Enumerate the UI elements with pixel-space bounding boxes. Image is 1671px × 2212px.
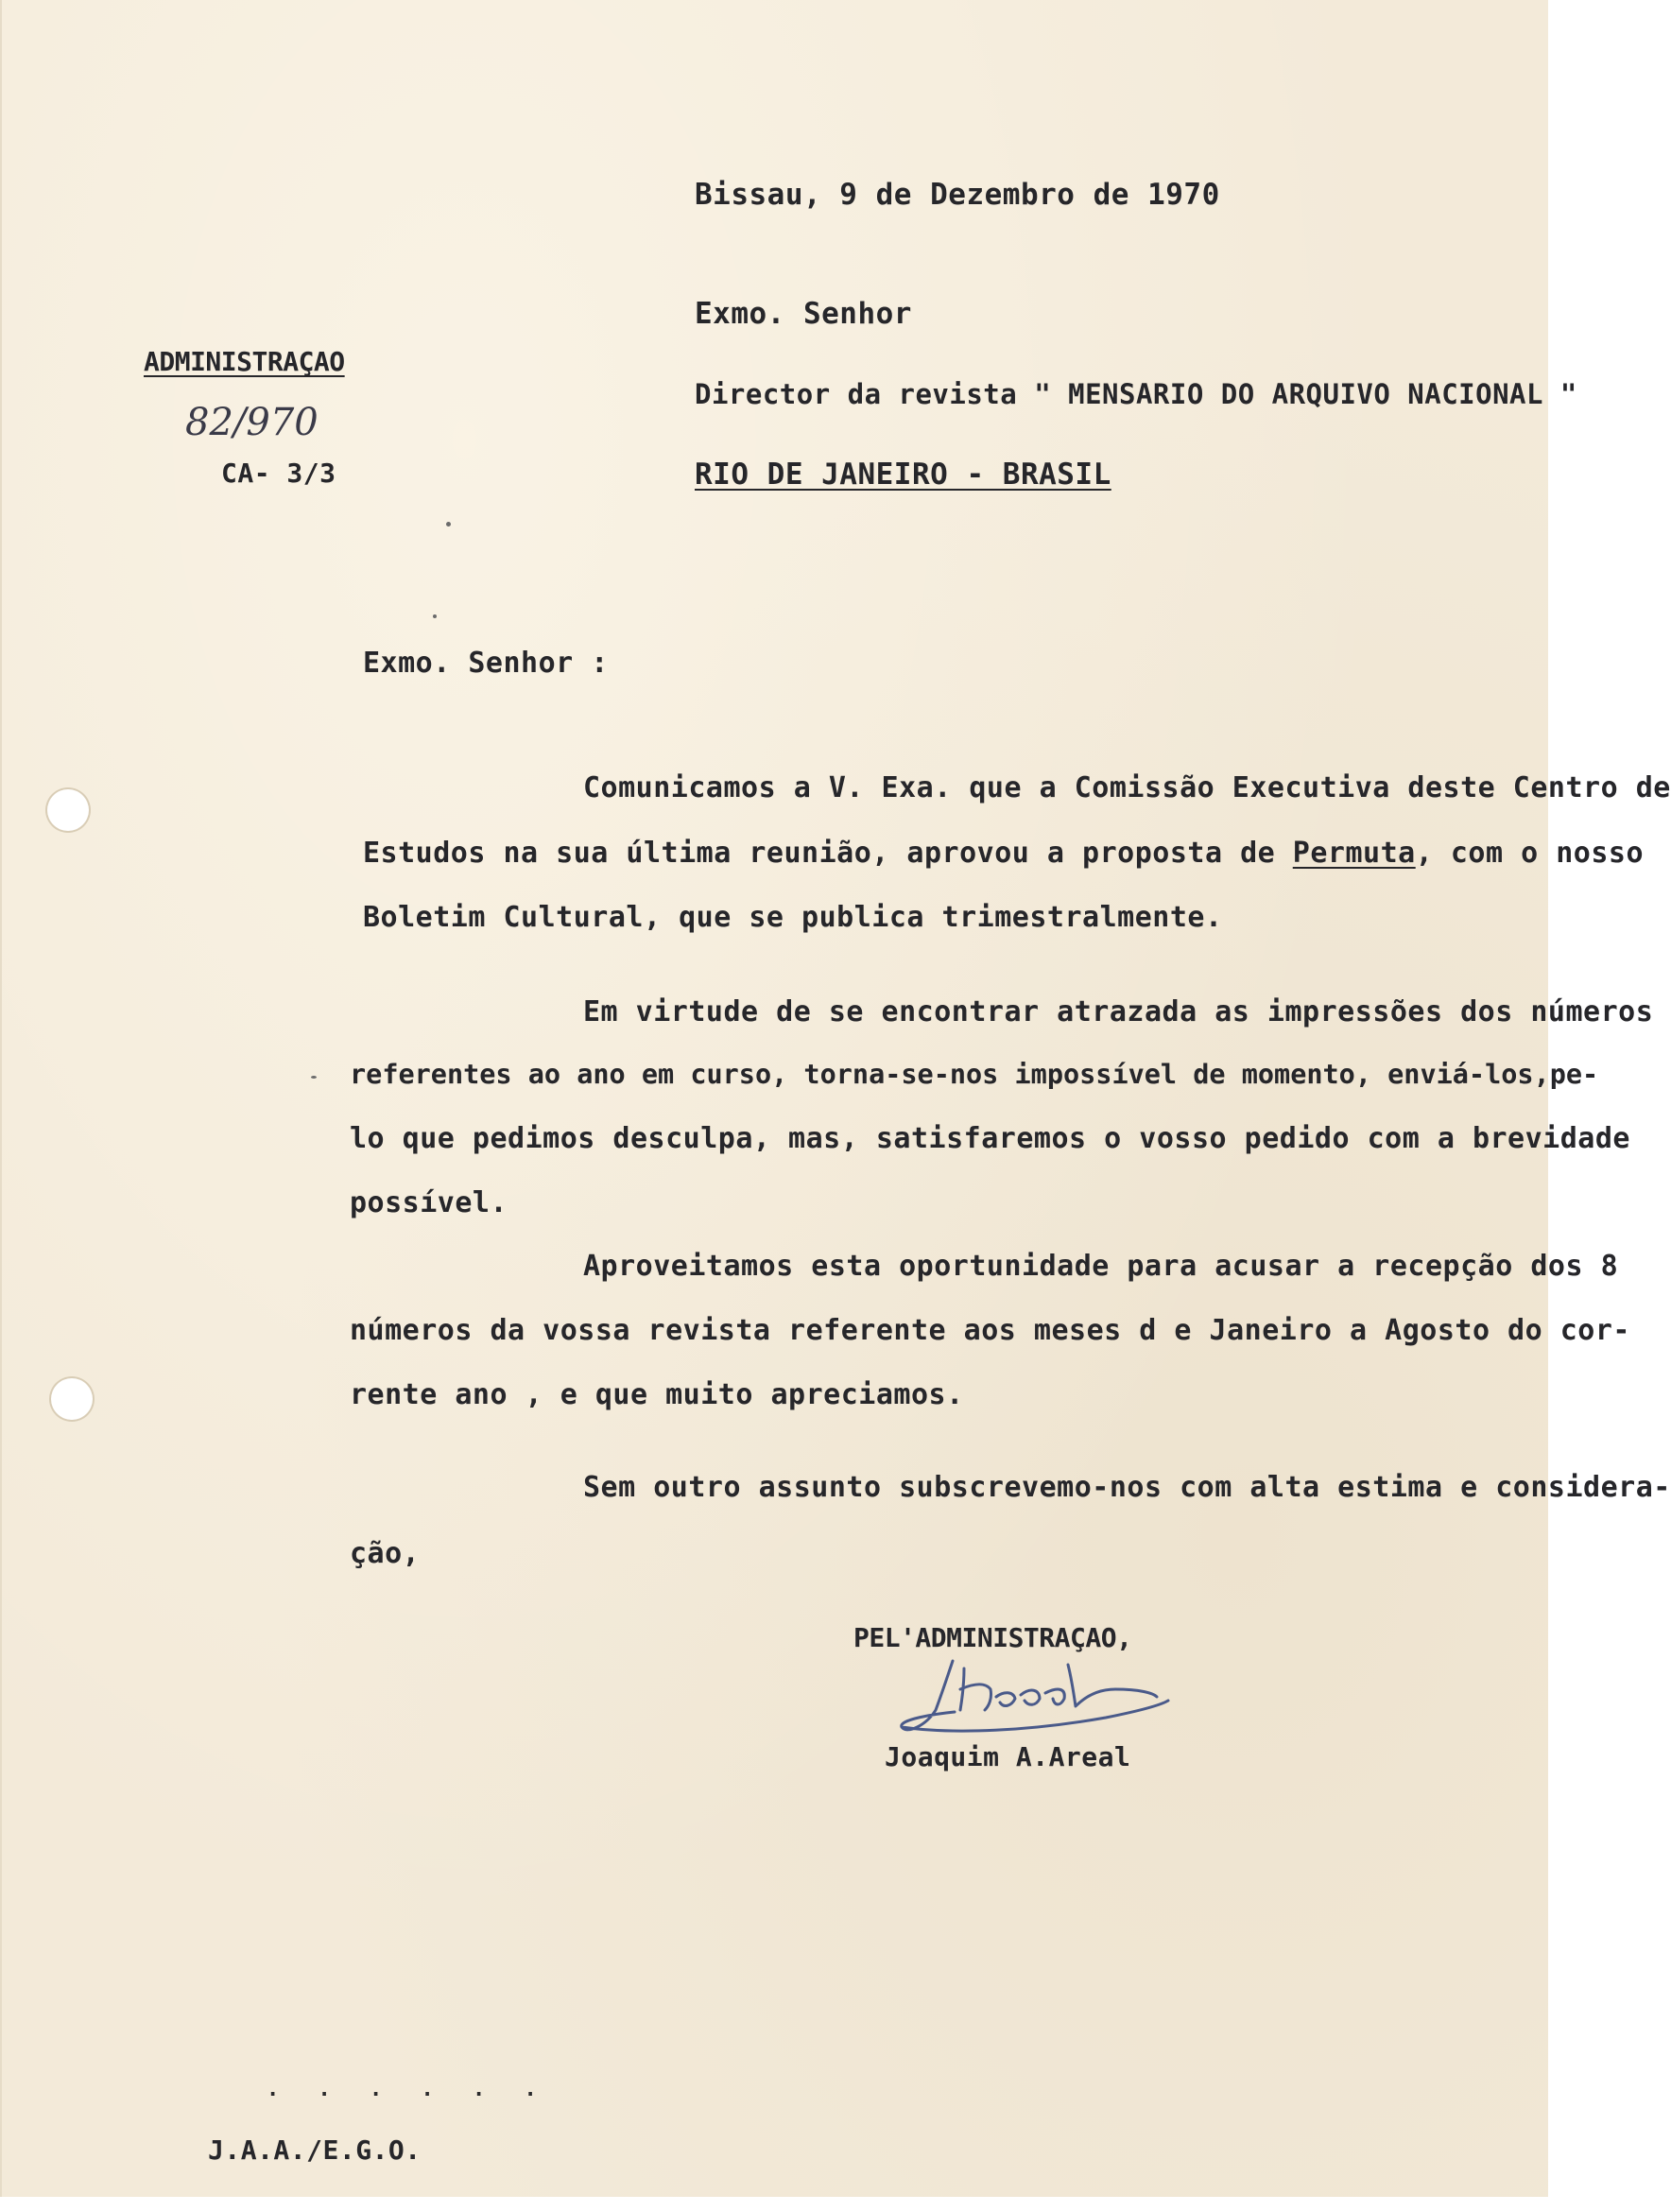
- salutation: Exmo. Senhor :: [363, 647, 609, 680]
- punch-hole-top: [47, 789, 89, 831]
- body-line: referentes ao ano em curso, torna-se-nos impossível de momento, enviá-los,pe-: [350, 1059, 1599, 1090]
- body-line: Boletim Cultural, que se publica trimestralmente.: [363, 901, 1223, 934]
- signatory-name: Joaquim A.Areal: [885, 1741, 1131, 1772]
- body-line: ção,: [350, 1537, 421, 1570]
- body-line-part: Estudos na sua última reunião, aprovou a proposta de: [363, 837, 1293, 870]
- handwritten-reference: 82/970: [185, 401, 319, 444]
- file-code: CA- 3/3: [221, 458, 336, 489]
- recipient-location: RIO DE JANEIRO - BRASIL: [695, 458, 1111, 492]
- body-line: [363, 837, 1644, 870]
- on-behalf-line: PEL'ADMINISTRAÇAO,: [853, 1622, 1132, 1653]
- body-line: Sem outro assunto subscrevemo-nos com alta estima e considera-: [583, 1471, 1671, 1504]
- body-line: Aproveitamos esta oportunidade para acusar a recepção dos 8: [583, 1250, 1619, 1283]
- body-line: números da vossa revista referente aos meses d e Janeiro a Agosto do cor-: [350, 1314, 1630, 1347]
- date-line: Bissau, 9 de Dezembro de 1970: [695, 178, 1220, 212]
- recipient-title: Director da revista " MENSARIO DO ARQUIVO NACIONAL ": [695, 378, 1577, 410]
- footer-dots: . . . . . .: [267, 2078, 550, 2101]
- body-line: rente ano , e que muito apreciamos.: [350, 1378, 964, 1411]
- body-line: lo que pedimos desculpa, mas, satisfaremos o vosso pedido com a brevidade: [350, 1122, 1630, 1155]
- department-stamp: ADMINISTRAÇAO: [144, 346, 345, 377]
- ink-speck: [311, 1076, 317, 1079]
- underlined-word: Permuta: [1292, 837, 1416, 870]
- body-line: Em virtude de se encontrar atrazada as impressões dos números: [583, 995, 1654, 1028]
- body-line-part: , com o nosso: [1415, 837, 1645, 870]
- body-line: possível.: [350, 1186, 508, 1219]
- punch-hole-bottom: [51, 1378, 93, 1420]
- handwritten-signature: [898, 1640, 1172, 1744]
- addressee-line: Exmo. Senhor: [695, 297, 912, 331]
- typist-initials: J.A.A./E.G.O.: [208, 2134, 422, 2166]
- body-line: Comunicamos a V. Exa. que a Comissão Executiva deste Centro de: [583, 771, 1671, 804]
- ink-speck: [433, 614, 437, 618]
- ink-speck: [446, 522, 451, 527]
